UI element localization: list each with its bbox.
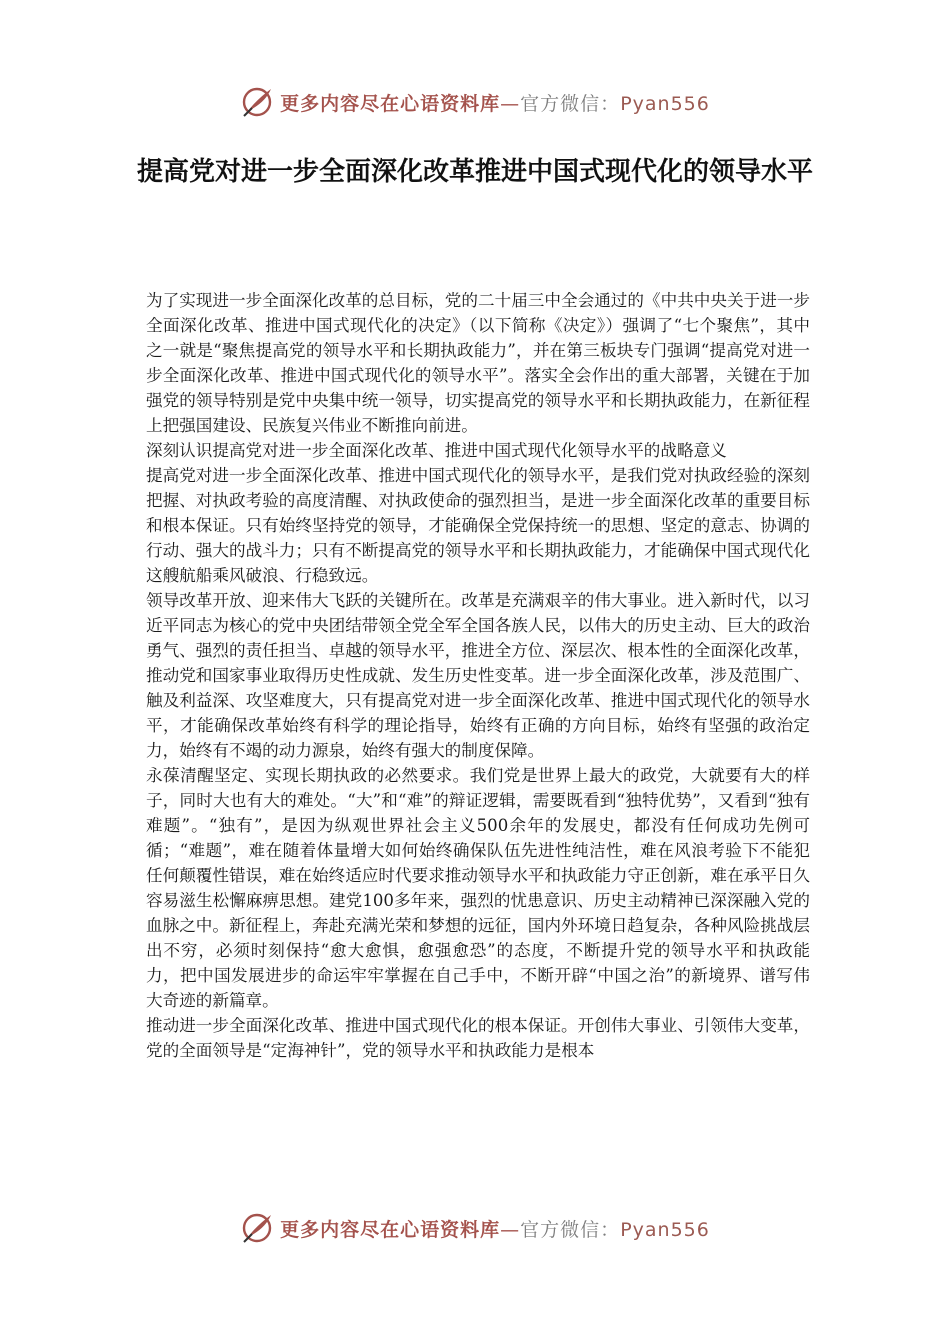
watermark-banner-top — [0, 82, 950, 122]
watermark-brand: 更多内容尽在心语资料库 — [280, 1218, 501, 1241]
quill-logo-icon — [240, 1211, 274, 1245]
quill-logo-icon — [240, 85, 274, 119]
watermark-dash: — — [500, 92, 521, 115]
watermark-wechat-id: Pyan556 — [620, 92, 710, 115]
watermark-dash: — — [500, 1218, 521, 1241]
paragraph-intro: 为了实现进一步全面深化改革的总目标，党的二十届三中全会通过的《中共中央关于进一步全面深化改革、推进中国式现代化的决定》（以下简称《决定》）强调了“七个聚焦”，其中之一就是“聚焦提高党的领导水平和长期执政能力”，并在第三板块专门强调“提高党对进一步全面深化改革、推进中国式现代化的领导水平”。落实全会作出的重大部署，关键在于加强党的领导特别是党中央集中统一领导，切实提高党的领导水平和长期执政能力，在新征程上把强国建设、民族复兴伟业不断推向前进。 — [146, 291, 810, 435]
section-heading: 深刻认识提高党对进一步全面深化改革、推进中国式现代化领导水平的战略意义 — [146, 441, 727, 460]
paragraph-long-term-governance: 永葆清醒坚定、实现长期执政的必然要求。我们党是世界上最大的政党，大就要有大的样子，同时大也有大的难处。“大”和“难”的辩证逻辑，需要既看到“独特优势”，又看到“独有难题”。“独有”，是因为纵观世界社会主义500余年的发展史，都没有任何成功先例可循；“难题”，难在随着体量增大如何始终确保队伍先进性纯洁性，难在风浪考验下不能犯任何颠覆性错误，难在始终适应时代要求推动领导水平和执政能力守正创新，难在承平日久容易滋生松懈麻痹思想。建党100多年来，强烈的忧患意识、历史主动精神已深深融入党的血脉之中。新征程上，奔赴充满光荣和梦想的远征，国内外环境日趋复杂，各种风险挑战层出不穷，必须时刻保持“愈大愈惧，愈强愈恐”的态度，不断提升党的领导水平和执政能力，把中国发展进步的命运牢牢掌握在自己手中，不断开辟“中国之治”的新境界、谱写伟大奇迹的新篇章。 — [146, 766, 810, 1010]
watermark-wechat-id: Pyan556 — [620, 1218, 710, 1241]
watermark-label: 官方微信： — [520, 1218, 621, 1241]
watermark-banner-bottom — [0, 1208, 950, 1248]
watermark-label: 官方微信： — [520, 92, 621, 115]
paragraph-significance: 提高党对进一步全面深化改革、推进中国式现代化的领导水平，是我们党对执政经验的深刻把握、对执政考验的高度清醒、对执政使命的强烈担当，是进一步全面深化改革的重要目标和根本保证。只有始终坚持党的领导，才能确保全党保持统一的思想、坚定的意志、协调的行动、强大的战斗力；只有不断提高党的领导水平和长期执政能力，才能确保中国式现代化这艘航船乘风破浪、行稳致远。 — [146, 466, 810, 585]
document-title: 提高党对进一步全面深化改革推进中国式现代化的领导水平 — [136, 157, 813, 187]
paragraph-reform-leadership: 领导改革开放、迎来伟大飞跃的关键所在。改革是充满艰辛的伟大事业。进入新时代，以习近平同志为核心的党中央团结带领全党全军全国各族人民，以伟大的历史主动、巨大的政治勇气、强烈的责任担当、卓越的领导水平，推进全方位、深层次、根本性的全面深化改革，推动党和国家事业取得历史性成就、发生历史性变革。进一步全面深化改革，涉及范围广、触及利益深、攻坚难度大，只有提高党对进一步全面深化改革、推进中国式现代化的领导水平，才能确保改革始终有科学的理论指导，始终有正确的方向目标，始终有坚强的政治定力，始终有不竭的动力源泉，始终有强大的制度保障。 — [146, 591, 810, 760]
document-body — [146, 288, 810, 1063]
paragraph-fundamental-guarantee: 推动进一步全面深化改革、推进中国式现代化的根本保证。开创伟大事业、引领伟大变革，党的全面领导是“定海神针”，党的领导水平和执政能力是根本 — [146, 1016, 810, 1060]
watermark-brand: 更多内容尽在心语资料库 — [280, 92, 501, 115]
